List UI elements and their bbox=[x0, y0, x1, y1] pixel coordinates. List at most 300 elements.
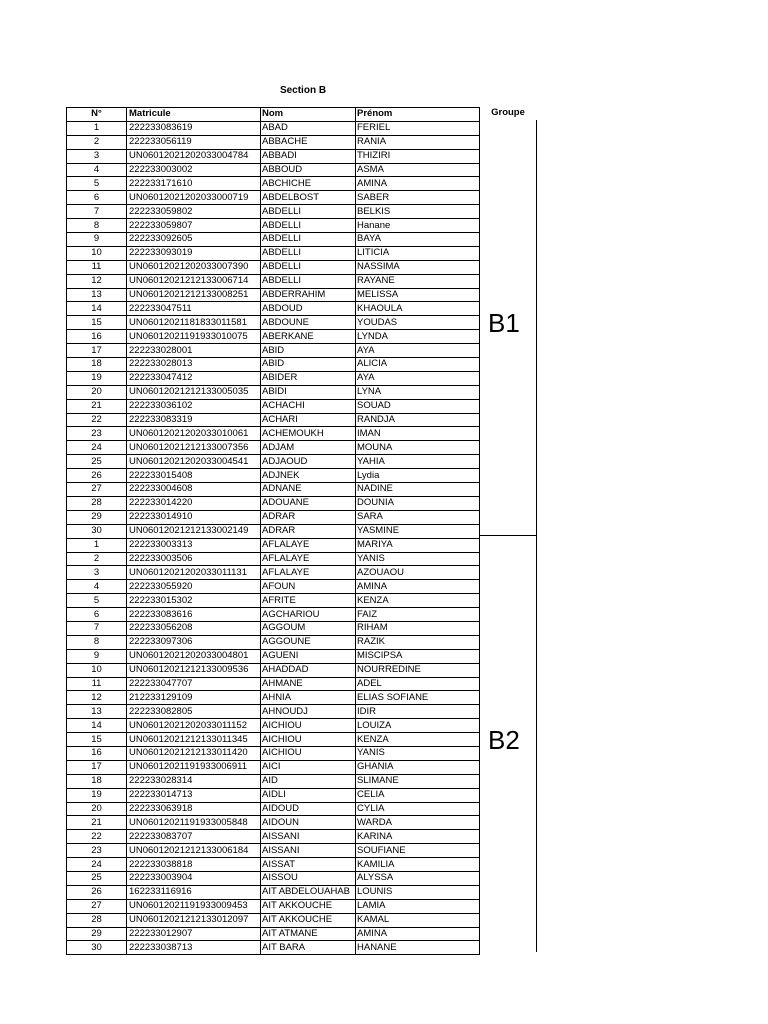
cell-prenom: MISCIPSA bbox=[356, 649, 480, 663]
cell-nom: AIDOUD bbox=[261, 802, 356, 816]
cell-matricule: UN06012021212133011345 bbox=[127, 733, 261, 747]
cell-no: 19 bbox=[67, 788, 127, 802]
header-prenom: Prénom bbox=[356, 108, 480, 122]
cell-nom: AHNIA bbox=[261, 691, 356, 705]
cell-matricule: 222233003506 bbox=[127, 552, 261, 566]
cell-prenom: BELKIS bbox=[356, 205, 480, 219]
table-row bbox=[67, 552, 480, 566]
table-row bbox=[67, 427, 480, 441]
cell-no: 9 bbox=[67, 649, 127, 663]
cell-prenom: NASSIMA bbox=[356, 260, 480, 274]
cell-nom: ADRAR bbox=[261, 524, 356, 538]
cell-prenom: ELIAS SOFIANE bbox=[356, 691, 480, 705]
cell-matricule: UN06012021212133012097 bbox=[127, 913, 261, 927]
header-nom: Nom bbox=[261, 108, 356, 122]
cell-nom: AGGOUM bbox=[261, 621, 356, 635]
table-body bbox=[67, 121, 480, 954]
cell-matricule: 222233047707 bbox=[127, 677, 261, 691]
cell-no: 3 bbox=[67, 566, 127, 580]
cell-prenom: LYNA bbox=[356, 385, 480, 399]
table-row bbox=[67, 288, 480, 302]
cell-prenom: MARIYA bbox=[356, 538, 480, 552]
cell-nom: ABBOUD bbox=[261, 163, 356, 177]
cell-matricule: UN06012021181833011581 bbox=[127, 316, 261, 330]
cell-matricule: UN06012021212133006714 bbox=[127, 274, 261, 288]
cell-matricule: UN06012021212133008251 bbox=[127, 288, 261, 302]
cell-prenom: CYLIA bbox=[356, 802, 480, 816]
cell-no: 7 bbox=[67, 621, 127, 635]
cell-no: 15 bbox=[67, 733, 127, 747]
cell-prenom: AYA bbox=[356, 344, 480, 358]
table-row bbox=[67, 413, 480, 427]
cell-no: 13 bbox=[67, 705, 127, 719]
cell-nom: AGGOUNE bbox=[261, 635, 356, 649]
cell-prenom: IMAN bbox=[356, 427, 480, 441]
table-row bbox=[67, 135, 480, 149]
cell-nom: AHMANE bbox=[261, 677, 356, 691]
cell-prenom: GHANIA bbox=[356, 760, 480, 774]
cell-nom: ABIDER bbox=[261, 371, 356, 385]
cell-matricule: 222233015408 bbox=[127, 469, 261, 483]
cell-no: 1 bbox=[67, 538, 127, 552]
cell-matricule: 222233059802 bbox=[127, 205, 261, 219]
cell-prenom: HANANE bbox=[356, 941, 480, 955]
cell-nom: AIDOUN bbox=[261, 816, 356, 830]
cell-no: 9 bbox=[67, 233, 127, 247]
cell-no: 7 bbox=[67, 205, 127, 219]
cell-matricule: 222233047511 bbox=[127, 302, 261, 316]
table-row bbox=[67, 816, 480, 830]
cell-nom: AFLALAYE bbox=[261, 538, 356, 552]
cell-prenom: MELISSA bbox=[356, 288, 480, 302]
cell-matricule: 222233083616 bbox=[127, 608, 261, 622]
table-row bbox=[67, 774, 480, 788]
cell-prenom: KHAOULA bbox=[356, 302, 480, 316]
cell-matricule: 222233038818 bbox=[127, 858, 261, 872]
cell-matricule: UN06012021191933010075 bbox=[127, 330, 261, 344]
table-row bbox=[67, 233, 480, 247]
table-row bbox=[67, 566, 480, 580]
cell-no: 23 bbox=[67, 844, 127, 858]
cell-no: 1 bbox=[67, 121, 127, 135]
table-row bbox=[67, 399, 480, 413]
cell-prenom: KENZA bbox=[356, 594, 480, 608]
cell-no: 6 bbox=[67, 608, 127, 622]
table-row bbox=[67, 621, 480, 635]
cell-matricule: UN06012021212133006184 bbox=[127, 844, 261, 858]
cell-prenom: SLIMANE bbox=[356, 774, 480, 788]
cell-matricule: 222233036102 bbox=[127, 399, 261, 413]
table-row bbox=[67, 163, 480, 177]
cell-prenom: KARINA bbox=[356, 830, 480, 844]
cell-no: 16 bbox=[67, 746, 127, 760]
table-row bbox=[67, 524, 480, 538]
cell-prenom: AMINA bbox=[356, 177, 480, 191]
table-row bbox=[67, 469, 480, 483]
cell-no: 25 bbox=[67, 871, 127, 885]
cell-no: 16 bbox=[67, 330, 127, 344]
cell-prenom: LOUIZA bbox=[356, 719, 480, 733]
cell-no: 5 bbox=[67, 177, 127, 191]
cell-matricule: UN06012021202033004784 bbox=[127, 149, 261, 163]
cell-no: 18 bbox=[67, 358, 127, 372]
cell-matricule: 222233012907 bbox=[127, 927, 261, 941]
cell-matricule: 222233014220 bbox=[127, 496, 261, 510]
cell-prenom: LOUNIS bbox=[356, 885, 480, 899]
group-cell-b1 bbox=[480, 120, 537, 536]
cell-matricule: 222233003002 bbox=[127, 163, 261, 177]
cell-prenom: Lydia bbox=[356, 469, 480, 483]
cell-nom: ADJAOUD bbox=[261, 455, 356, 469]
cell-no: 23 bbox=[67, 427, 127, 441]
cell-matricule: UN06012021191933009453 bbox=[127, 899, 261, 913]
cell-matricule: 222233028013 bbox=[127, 358, 261, 372]
cell-no: 10 bbox=[67, 663, 127, 677]
table-row bbox=[67, 385, 480, 399]
cell-no: 11 bbox=[67, 677, 127, 691]
table-row bbox=[67, 733, 480, 747]
cell-no: 14 bbox=[67, 719, 127, 733]
table-row bbox=[67, 705, 480, 719]
cell-matricule: 222233097306 bbox=[127, 635, 261, 649]
cell-no: 19 bbox=[67, 371, 127, 385]
cell-prenom: THIZIRI bbox=[356, 149, 480, 163]
cell-matricule: 222233056119 bbox=[127, 135, 261, 149]
page-title: Section B bbox=[279, 85, 327, 96]
group-label-b2: B2 bbox=[488, 725, 520, 755]
table-row bbox=[67, 205, 480, 219]
cell-no: 4 bbox=[67, 163, 127, 177]
table-row bbox=[67, 358, 480, 372]
table-header-row bbox=[67, 108, 480, 122]
table-row bbox=[67, 760, 480, 774]
student-table bbox=[66, 107, 480, 955]
table-row bbox=[67, 149, 480, 163]
cell-prenom: CELIA bbox=[356, 788, 480, 802]
cell-nom: ACHEMOUKH bbox=[261, 427, 356, 441]
group-cell-b2 bbox=[480, 535, 537, 952]
cell-no: 21 bbox=[67, 816, 127, 830]
cell-no: 22 bbox=[67, 830, 127, 844]
cell-no: 17 bbox=[67, 344, 127, 358]
table-row bbox=[67, 483, 480, 497]
cell-nom: AICHIOU bbox=[261, 746, 356, 760]
cell-matricule: 222233083319 bbox=[127, 413, 261, 427]
cell-matricule: 222233083707 bbox=[127, 830, 261, 844]
cell-nom: AISSANI bbox=[261, 830, 356, 844]
table-row bbox=[67, 121, 480, 135]
cell-no: 20 bbox=[67, 385, 127, 399]
cell-matricule: UN06012021202033004801 bbox=[127, 649, 261, 663]
cell-nom: ACHARI bbox=[261, 413, 356, 427]
cell-prenom: LITICIA bbox=[356, 246, 480, 260]
cell-prenom: NOURREDINE bbox=[356, 663, 480, 677]
cell-nom: AICHIOU bbox=[261, 733, 356, 747]
cell-no: 4 bbox=[67, 580, 127, 594]
cell-matricule: UN06012021212133011420 bbox=[127, 746, 261, 760]
cell-prenom: WARDA bbox=[356, 816, 480, 830]
table-row bbox=[67, 371, 480, 385]
cell-nom: AHNOUDJ bbox=[261, 705, 356, 719]
cell-nom: ABID bbox=[261, 358, 356, 372]
table-row bbox=[67, 719, 480, 733]
cell-prenom: Hanane bbox=[356, 219, 480, 233]
cell-prenom: LYNDA bbox=[356, 330, 480, 344]
cell-nom: AISSANI bbox=[261, 844, 356, 858]
cell-prenom: BAYA bbox=[356, 233, 480, 247]
table-row bbox=[67, 802, 480, 816]
cell-matricule: 222233055920 bbox=[127, 580, 261, 594]
cell-nom: ABID bbox=[261, 344, 356, 358]
table-row bbox=[67, 830, 480, 844]
cell-prenom: AZOUAOU bbox=[356, 566, 480, 580]
cell-no: 2 bbox=[67, 552, 127, 566]
table-row bbox=[67, 927, 480, 941]
cell-nom: AIT BARA bbox=[261, 941, 356, 955]
cell-no: 21 bbox=[67, 399, 127, 413]
table-row bbox=[67, 510, 480, 524]
cell-prenom: FERIEL bbox=[356, 121, 480, 135]
cell-matricule: UN06012021202033011131 bbox=[127, 566, 261, 580]
cell-nom: AIT AKKOUCHE bbox=[261, 899, 356, 913]
cell-prenom: KAMAL bbox=[356, 913, 480, 927]
table-row bbox=[67, 871, 480, 885]
cell-matricule: UN06012021202033000719 bbox=[127, 191, 261, 205]
cell-no: 26 bbox=[67, 885, 127, 899]
table-row bbox=[67, 608, 480, 622]
cell-no: 28 bbox=[67, 496, 127, 510]
cell-nom: ADNANE bbox=[261, 483, 356, 497]
cell-prenom: RIHAM bbox=[356, 621, 480, 635]
cell-prenom: AMINA bbox=[356, 580, 480, 594]
cell-no: 3 bbox=[67, 149, 127, 163]
table-row bbox=[67, 580, 480, 594]
table-row bbox=[67, 344, 480, 358]
cell-nom: ADOUANE bbox=[261, 496, 356, 510]
cell-nom: AGUENI bbox=[261, 649, 356, 663]
cell-matricule: UN06012021191933006911 bbox=[127, 760, 261, 774]
cell-nom: AFOUN bbox=[261, 580, 356, 594]
cell-matricule: 222233014713 bbox=[127, 788, 261, 802]
table-row bbox=[67, 594, 480, 608]
cell-matricule: UN06012021202033010061 bbox=[127, 427, 261, 441]
header-no: N° bbox=[67, 108, 127, 122]
cell-no: 30 bbox=[67, 941, 127, 955]
cell-prenom: RAZIK bbox=[356, 635, 480, 649]
cell-matricule: UN06012021212133007356 bbox=[127, 441, 261, 455]
cell-no: 12 bbox=[67, 691, 127, 705]
cell-no: 10 bbox=[67, 246, 127, 260]
cell-matricule: UN06012021212133009536 bbox=[127, 663, 261, 677]
cell-matricule: 212233129109 bbox=[127, 691, 261, 705]
cell-matricule: UN06012021202033007390 bbox=[127, 260, 261, 274]
cell-nom: AICI bbox=[261, 760, 356, 774]
table-row bbox=[67, 663, 480, 677]
cell-nom: ABIDI bbox=[261, 385, 356, 399]
table-row bbox=[67, 691, 480, 705]
cell-matricule: 222233014910 bbox=[127, 510, 261, 524]
cell-no: 18 bbox=[67, 774, 127, 788]
cell-nom: ABDELBOST bbox=[261, 191, 356, 205]
table-row bbox=[67, 844, 480, 858]
cell-prenom: SARA bbox=[356, 510, 480, 524]
cell-nom: ABBADI bbox=[261, 149, 356, 163]
cell-prenom: FAIZ bbox=[356, 608, 480, 622]
cell-prenom: ASMA bbox=[356, 163, 480, 177]
cell-no: 14 bbox=[67, 302, 127, 316]
cell-matricule: UN06012021212133005035 bbox=[127, 385, 261, 399]
cell-prenom: SOUAD bbox=[356, 399, 480, 413]
cell-prenom: RAYANE bbox=[356, 274, 480, 288]
cell-nom: ABDELLI bbox=[261, 246, 356, 260]
cell-no: 13 bbox=[67, 288, 127, 302]
cell-prenom: ALICIA bbox=[356, 358, 480, 372]
cell-nom: ABERKANE bbox=[261, 330, 356, 344]
header-groupe: Groupe bbox=[491, 107, 525, 118]
cell-no: 11 bbox=[67, 260, 127, 274]
cell-nom: AISSAT bbox=[261, 858, 356, 872]
cell-prenom: AMINA bbox=[356, 927, 480, 941]
cell-prenom: KENZA bbox=[356, 733, 480, 747]
cell-no: 26 bbox=[67, 469, 127, 483]
cell-no: 8 bbox=[67, 219, 127, 233]
cell-matricule: 222233171610 bbox=[127, 177, 261, 191]
cell-nom: ABDOUD bbox=[261, 302, 356, 316]
cell-prenom: MOUNA bbox=[356, 441, 480, 455]
cell-nom: AIT ATMANE bbox=[261, 927, 356, 941]
table-row bbox=[67, 677, 480, 691]
cell-no: 30 bbox=[67, 524, 127, 538]
cell-no: 15 bbox=[67, 316, 127, 330]
cell-nom: AHADDAD bbox=[261, 663, 356, 677]
table-row bbox=[67, 746, 480, 760]
cell-prenom: YASMINE bbox=[356, 524, 480, 538]
cell-nom: ABDELLI bbox=[261, 233, 356, 247]
cell-nom: AIT AKKOUCHE bbox=[261, 913, 356, 927]
cell-no: 20 bbox=[67, 802, 127, 816]
cell-prenom: LAMIA bbox=[356, 899, 480, 913]
cell-prenom: ALYSSA bbox=[356, 871, 480, 885]
cell-nom: ABDERRAHIM bbox=[261, 288, 356, 302]
cell-matricule: 222233003313 bbox=[127, 538, 261, 552]
cell-nom: ADRAR bbox=[261, 510, 356, 524]
cell-no: 22 bbox=[67, 413, 127, 427]
cell-prenom: KAMILIA bbox=[356, 858, 480, 872]
cell-prenom: YANIS bbox=[356, 552, 480, 566]
cell-matricule: 222233063918 bbox=[127, 802, 261, 816]
table-row bbox=[67, 219, 480, 233]
cell-prenom: AYA bbox=[356, 371, 480, 385]
cell-no: 24 bbox=[67, 441, 127, 455]
group-label-b1: B1 bbox=[488, 308, 520, 338]
cell-no: 29 bbox=[67, 510, 127, 524]
cell-no: 24 bbox=[67, 858, 127, 872]
cell-no: 8 bbox=[67, 635, 127, 649]
cell-nom: AID bbox=[261, 774, 356, 788]
cell-nom: AFLALAYE bbox=[261, 552, 356, 566]
cell-matricule: 222233038713 bbox=[127, 941, 261, 955]
cell-nom: ABDELLI bbox=[261, 274, 356, 288]
cell-matricule: 222233092605 bbox=[127, 233, 261, 247]
cell-prenom: YAHIA bbox=[356, 455, 480, 469]
cell-nom: ABDOUNE bbox=[261, 316, 356, 330]
cell-prenom: IDIR bbox=[356, 705, 480, 719]
cell-matricule: 162233116916 bbox=[127, 885, 261, 899]
cell-no: 29 bbox=[67, 927, 127, 941]
cell-nom: ABDELLI bbox=[261, 205, 356, 219]
cell-prenom: NADINE bbox=[356, 483, 480, 497]
cell-nom: AGCHARIOU bbox=[261, 608, 356, 622]
table-row bbox=[67, 302, 480, 316]
cell-nom: ADJAM bbox=[261, 441, 356, 455]
cell-matricule: 222233028001 bbox=[127, 344, 261, 358]
cell-matricule: 222233047412 bbox=[127, 371, 261, 385]
cell-matricule: 222233004608 bbox=[127, 483, 261, 497]
cell-matricule: 222233056208 bbox=[127, 621, 261, 635]
table-row bbox=[67, 246, 480, 260]
cell-matricule: 222233083619 bbox=[127, 121, 261, 135]
cell-no: 28 bbox=[67, 913, 127, 927]
header-matricule: Matricule bbox=[127, 108, 261, 122]
table-row bbox=[67, 899, 480, 913]
cell-no: 25 bbox=[67, 455, 127, 469]
cell-matricule: UN06012021212133002149 bbox=[127, 524, 261, 538]
cell-nom: ACHACHI bbox=[261, 399, 356, 413]
table-row bbox=[67, 177, 480, 191]
table-row bbox=[67, 260, 480, 274]
cell-matricule: UN06012021191933005848 bbox=[127, 816, 261, 830]
table-row bbox=[67, 441, 480, 455]
table-row bbox=[67, 913, 480, 927]
table-row bbox=[67, 649, 480, 663]
cell-nom: AICHIOU bbox=[261, 719, 356, 733]
table-row bbox=[67, 858, 480, 872]
cell-matricule: UN06012021202033004541 bbox=[127, 455, 261, 469]
cell-matricule: 222233003904 bbox=[127, 871, 261, 885]
table-row bbox=[67, 788, 480, 802]
table-row bbox=[67, 635, 480, 649]
cell-matricule: UN06012021202033011152 bbox=[127, 719, 261, 733]
cell-nom: ABDELLI bbox=[261, 219, 356, 233]
table-row bbox=[67, 316, 480, 330]
cell-no: 12 bbox=[67, 274, 127, 288]
cell-prenom: RANDJA bbox=[356, 413, 480, 427]
cell-matricule: 222233028314 bbox=[127, 774, 261, 788]
table-row bbox=[67, 330, 480, 344]
cell-no: 6 bbox=[67, 191, 127, 205]
cell-prenom: YANIS bbox=[356, 746, 480, 760]
cell-nom: AFRITE bbox=[261, 594, 356, 608]
cell-no: 17 bbox=[67, 760, 127, 774]
table-row bbox=[67, 455, 480, 469]
cell-no: 27 bbox=[67, 899, 127, 913]
cell-nom: ABBACHE bbox=[261, 135, 356, 149]
cell-prenom: ADEL bbox=[356, 677, 480, 691]
table-row bbox=[67, 274, 480, 288]
cell-prenom: DOUNIA bbox=[356, 496, 480, 510]
table-row bbox=[67, 941, 480, 955]
cell-nom: AFLALAYE bbox=[261, 566, 356, 580]
cell-prenom: RANIA bbox=[356, 135, 480, 149]
table-row bbox=[67, 496, 480, 510]
cell-nom: AIT ABDELOUAHAB bbox=[261, 885, 356, 899]
cell-no: 27 bbox=[67, 483, 127, 497]
cell-no: 2 bbox=[67, 135, 127, 149]
cell-nom: ABAD bbox=[261, 121, 356, 135]
cell-prenom: SABER bbox=[356, 191, 480, 205]
cell-nom: AIDLI bbox=[261, 788, 356, 802]
cell-nom: ADJNEK bbox=[261, 469, 356, 483]
